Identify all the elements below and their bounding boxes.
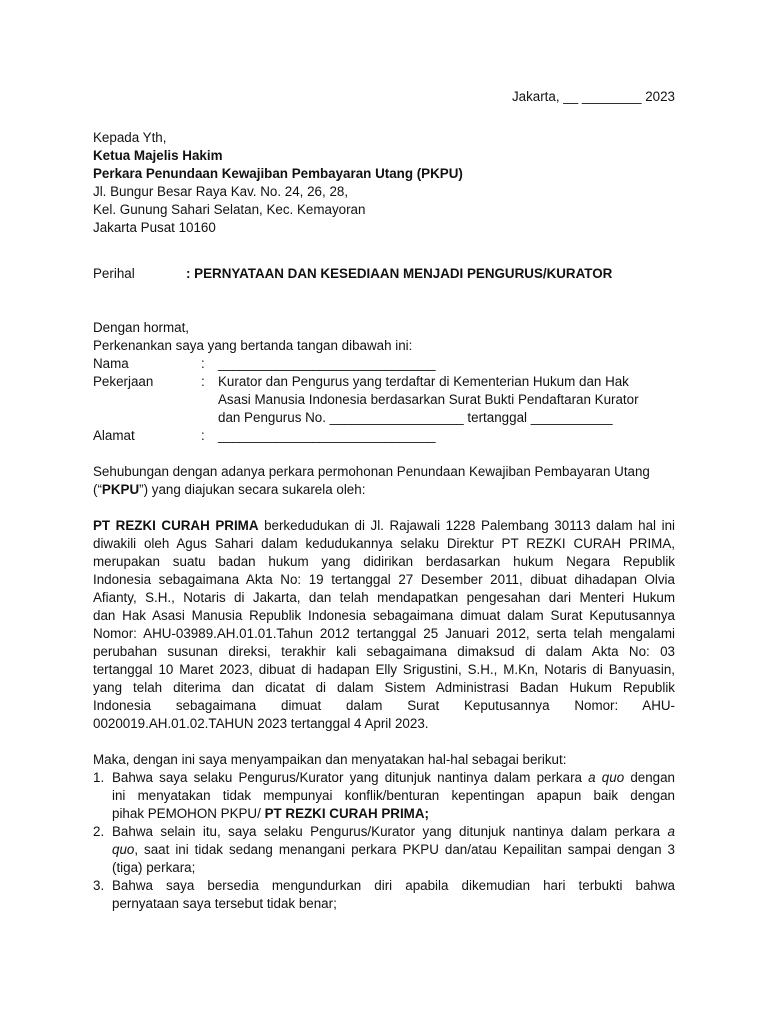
letter-page — [93, 88, 675, 913]
list-number: 1. — [93, 770, 105, 785]
item-line — [112, 769, 675, 787]
list-item — [93, 877, 675, 913]
context-line: Sehubungan dengan adanya perkara permohonan Penundaan Kewajiban Pembayaran Utang — [93, 464, 650, 479]
company-line — [93, 517, 675, 535]
job-value — [218, 373, 675, 427]
recipient-salutation: Kepada Yth, — [93, 130, 167, 145]
item-line: ini menyatakan tidak mempunyai konflik/benturan kepentingan apapun baik dengan — [112, 788, 675, 803]
job-value-line: Asasi Manusia Indonesia berdasarkan Surat Bukti Pendaftaran Kurator — [218, 392, 639, 407]
field-colon: : — [201, 356, 205, 371]
company-line: Indonesia sebagaimana dimuat dalam Surat Keputusannya Nomor: AHU- — [93, 698, 675, 713]
field-colon: : — [201, 428, 205, 443]
recipient-name: Ketua Majelis Hakim — [93, 148, 223, 163]
list-item — [93, 823, 675, 877]
item-text: dengan — [624, 770, 675, 785]
context-text: (“ — [93, 482, 102, 497]
item-line: pernyataan saya tersebut tidak benar; — [112, 896, 337, 911]
name-value-blank: ______________________________ — [218, 356, 436, 371]
recipient-block — [93, 129, 675, 237]
context-text: ”) yang diajukan secara sukarela oleh: — [139, 482, 366, 497]
item-text: pihak PEMOHON PKPU/ — [112, 806, 265, 821]
subject-label: Perihal — [93, 266, 135, 281]
job-field-row — [93, 373, 675, 427]
recipient-case: Perkara Penundaan Kewajiban Pembayaran Utang (PKPU) — [93, 166, 463, 181]
company-text: berkedudukan di Jl. Rajawali 1228 Palembang 30113 dalam hal ini — [258, 518, 675, 533]
company-line: perubahan susunan direksi, terakhir kali sebagaimana dimaksud di dalam Akta No: 03 — [93, 644, 675, 659]
statements-intro: Maka, dengan ini saya menyampaikan dan menyatakan hal-hal sebagai berikut: — [93, 752, 567, 767]
pkpu-term: PKPU — [101, 482, 140, 497]
item-text: Bahwa selain itu, saya selaku Pengurus/Kurator yang ditunjuk nantinya dalam perkara — [112, 824, 668, 839]
list-item-text — [112, 823, 675, 877]
address-field-row — [93, 427, 675, 445]
list-number: 3. — [93, 878, 105, 893]
statements-list — [93, 769, 675, 913]
item-line — [112, 805, 675, 823]
address-value-blank: ______________________________ — [218, 428, 436, 443]
item-line: (tiga) perkara; — [112, 860, 196, 875]
company-line: dan Hak Asasi Manusia Republik Indonesia sebagaimana dimuat dalam Surat Keputusannya — [93, 608, 675, 623]
address-label: Alamat — [93, 428, 135, 443]
latin-term: a — [667, 824, 675, 839]
item-text: Bahwa saya selaku Pengurus/Kurator yang ditunjuk nantinya dalam perkara — [112, 770, 589, 785]
item-line — [112, 823, 675, 841]
company-line: Indonesia sebagaimana Akta No: 19 tertanggal 27 Desember 2011, dibuat dihadapan Olvia — [93, 572, 675, 587]
recipient-address-line: Jakarta Pusat 10160 — [93, 220, 216, 235]
company-line: Afianty, S.H., Notaris di Jakarta, dan telah mendapatkan pengesahan dari Menteri Hukum — [93, 590, 675, 605]
intro-text: Perkenankan saya yang bertanda tangan dibawah ini: — [93, 338, 413, 353]
job-value-line: Kurator dan Pengurus yang terdaftar di Kementerian Hukum dan Hak — [218, 374, 629, 389]
identity-fields — [93, 355, 675, 445]
company-line: Nomor: AHU-03989.AH.01.01.Tahun 2012 tertanggal 25 Januari 2012, serta telah mengalami — [93, 626, 675, 641]
name-field-row — [93, 355, 675, 373]
latin-term: a quo — [588, 770, 625, 785]
context-paragraph — [93, 463, 675, 499]
company-line: yang telah diterima dan dicatat di dalam Sistem Administrasi Badan Hukum Republik — [93, 680, 675, 695]
list-item — [93, 769, 675, 823]
job-label: Pekerjaan — [93, 374, 154, 389]
company-line: tertanggal 10 Maret 2023, dibuat di hadapan Elly Srigustini, S.H., M.Kn, Notaris di Banyuasin, — [93, 662, 675, 677]
name-label: Nama — [93, 356, 129, 371]
list-number: 2. — [93, 824, 105, 839]
company-name: PT REZKI CURAH PRIMA — [93, 518, 259, 533]
field-colon: : — [201, 374, 205, 389]
recipient-address-line: Jl. Bungur Besar Raya Kav. No. 24, 26, 28, — [93, 184, 349, 199]
job-value-line: dan Pengurus No. __________________ tertanggal ___________ — [218, 410, 613, 425]
subject-value: : PERNYATAAN DAN KESEDIAAN MENJADI PENGURUS/KURATOR — [186, 266, 613, 281]
company-line: 0020019.AH.01.02.TAHUN 2023 tertanggal 4 April 2023. — [93, 716, 429, 731]
company-name-ref: PT REZKI CURAH PRIMA; — [264, 806, 429, 821]
list-item-text — [112, 877, 675, 913]
recipient-address-line: Kel. Gunung Sahari Selatan, Kec. Kemayoran — [93, 202, 366, 217]
latin-term: quo — [112, 842, 135, 857]
context-line — [93, 481, 675, 499]
item-text: , saat ini tidak sedang menangani perkara PKPU dan/atau Kepailitan sampai dengan 3 — [134, 842, 675, 857]
item-line: Bahwa saya bersedia mengundurkan diri apabila dikemudian hari terbukti bahwa — [112, 878, 675, 893]
item-line — [112, 841, 675, 859]
subject-line — [93, 265, 675, 283]
company-paragraph — [93, 517, 675, 733]
company-line: merupakan suatu badan hukum yang didirikan berdasarkan hukum Negara Republik — [93, 554, 675, 569]
list-item-text — [112, 769, 675, 823]
date-line: Jakarta, __ ________ 2023 — [511, 89, 675, 104]
company-line: diwakili oleh Agus Sahari dalam kedudukannya selaku Direktur PT REZKI CURAH PRIMA, — [93, 536, 675, 551]
greeting: Dengan hormat, — [93, 320, 190, 335]
